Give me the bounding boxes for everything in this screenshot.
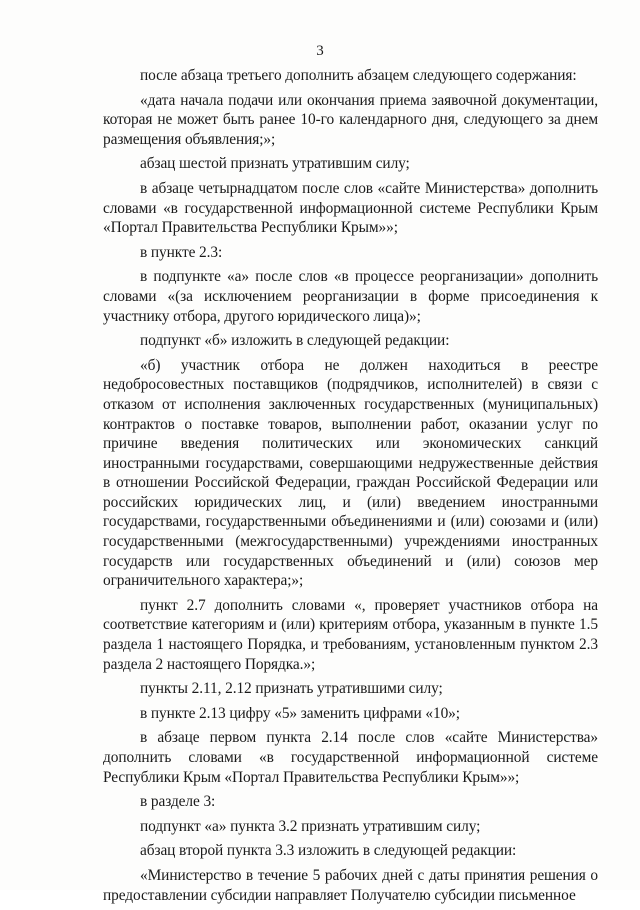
paragraph: в разделе 3:: [140, 793, 216, 811]
paragraph: «б) участник отбора не должен находиться в реестре недобросовестных поставщиков (подрядчиков, исполнителей) в связи с отказом от исполнения заключенных государственных (муниципальных) контрактов о поставке товаров, выполнении работ, оказании услуг по причине введения политических или экономических санкций иностранными государствами, совершающими недружественные действия в отношении Российской Федерации, граждан Российской Федерации или российских юридических лиц, и (или) введением иностранными государствами, государственными объединениями и (или) союзами и (или) государственными (межгосударственными) учреждениями иностранных государств или государственных объединений и (или) союзов мер ограничительного характера;»;: [103, 356, 598, 590]
paragraph: «Министерство в течение 5 рабочих дней с даты принятия решения о предоставлении субсидии направляет Получателю субсидии письменное: [103, 866, 598, 904]
paragraph: в пункте 2.3:: [140, 243, 223, 261]
paragraph: пункты 2.11, 2.12 признать утратившими силу;: [140, 680, 443, 698]
paragraph: абзац шестой признать утратившим силу;: [140, 155, 410, 173]
paragraph: в пункте 2.13 цифру «5» заменить цифрами «10»;: [140, 704, 460, 722]
paragraph: в абзаце четырнадцатом после слов «сайте Министерства» дополнить словами «в государственной информационной системе Республики Крым «Портал Правительства Республики Крым»»;: [103, 179, 598, 237]
paragraph: подпункт «а» пункта 3.2 признать утратившим силу;: [140, 817, 481, 835]
paragraph: пункт 2.7 дополнить словами «, проверяет участников отбора на соответствие категориям и (или) критериям отбора, указанным в пункте 1.5 раздела 1 настоящего Порядка, и требованиям, установленным пунктом 2.3 раздела 2 настоящего Порядка.»;: [103, 596, 598, 673]
paragraph: «дата начала подачи или окончания приема заявочной документации, которая не может быть ранее 10-го календарного дня, следующего за днем размещения объявления;»;: [103, 91, 598, 148]
paragraph: подпункт «б» изложить в следующей редакции:: [140, 332, 450, 350]
paragraph: после абзаца третьего дополнить абзацем следующего содержания:: [140, 67, 577, 84]
document-body: [103, 66, 598, 910]
paragraph: абзац второй пункта 3.3 изложить в следующей редакции:: [140, 842, 517, 860]
paragraph: в подпункте «а» после слов «в процессе реорганизации» дополнить словами «(за исключением реорганизации в форме присоединения к участнику отбора, другого юридического лица)»;: [103, 268, 598, 325]
paragraph: в абзаце первом пункта 2.14 после слов «сайте Министерства» дополнить словами «в государственной информационной системе Республики Крым «Портал Правительства Республики Крым»»;: [103, 729, 598, 786]
page-number: 3: [316, 43, 324, 59]
